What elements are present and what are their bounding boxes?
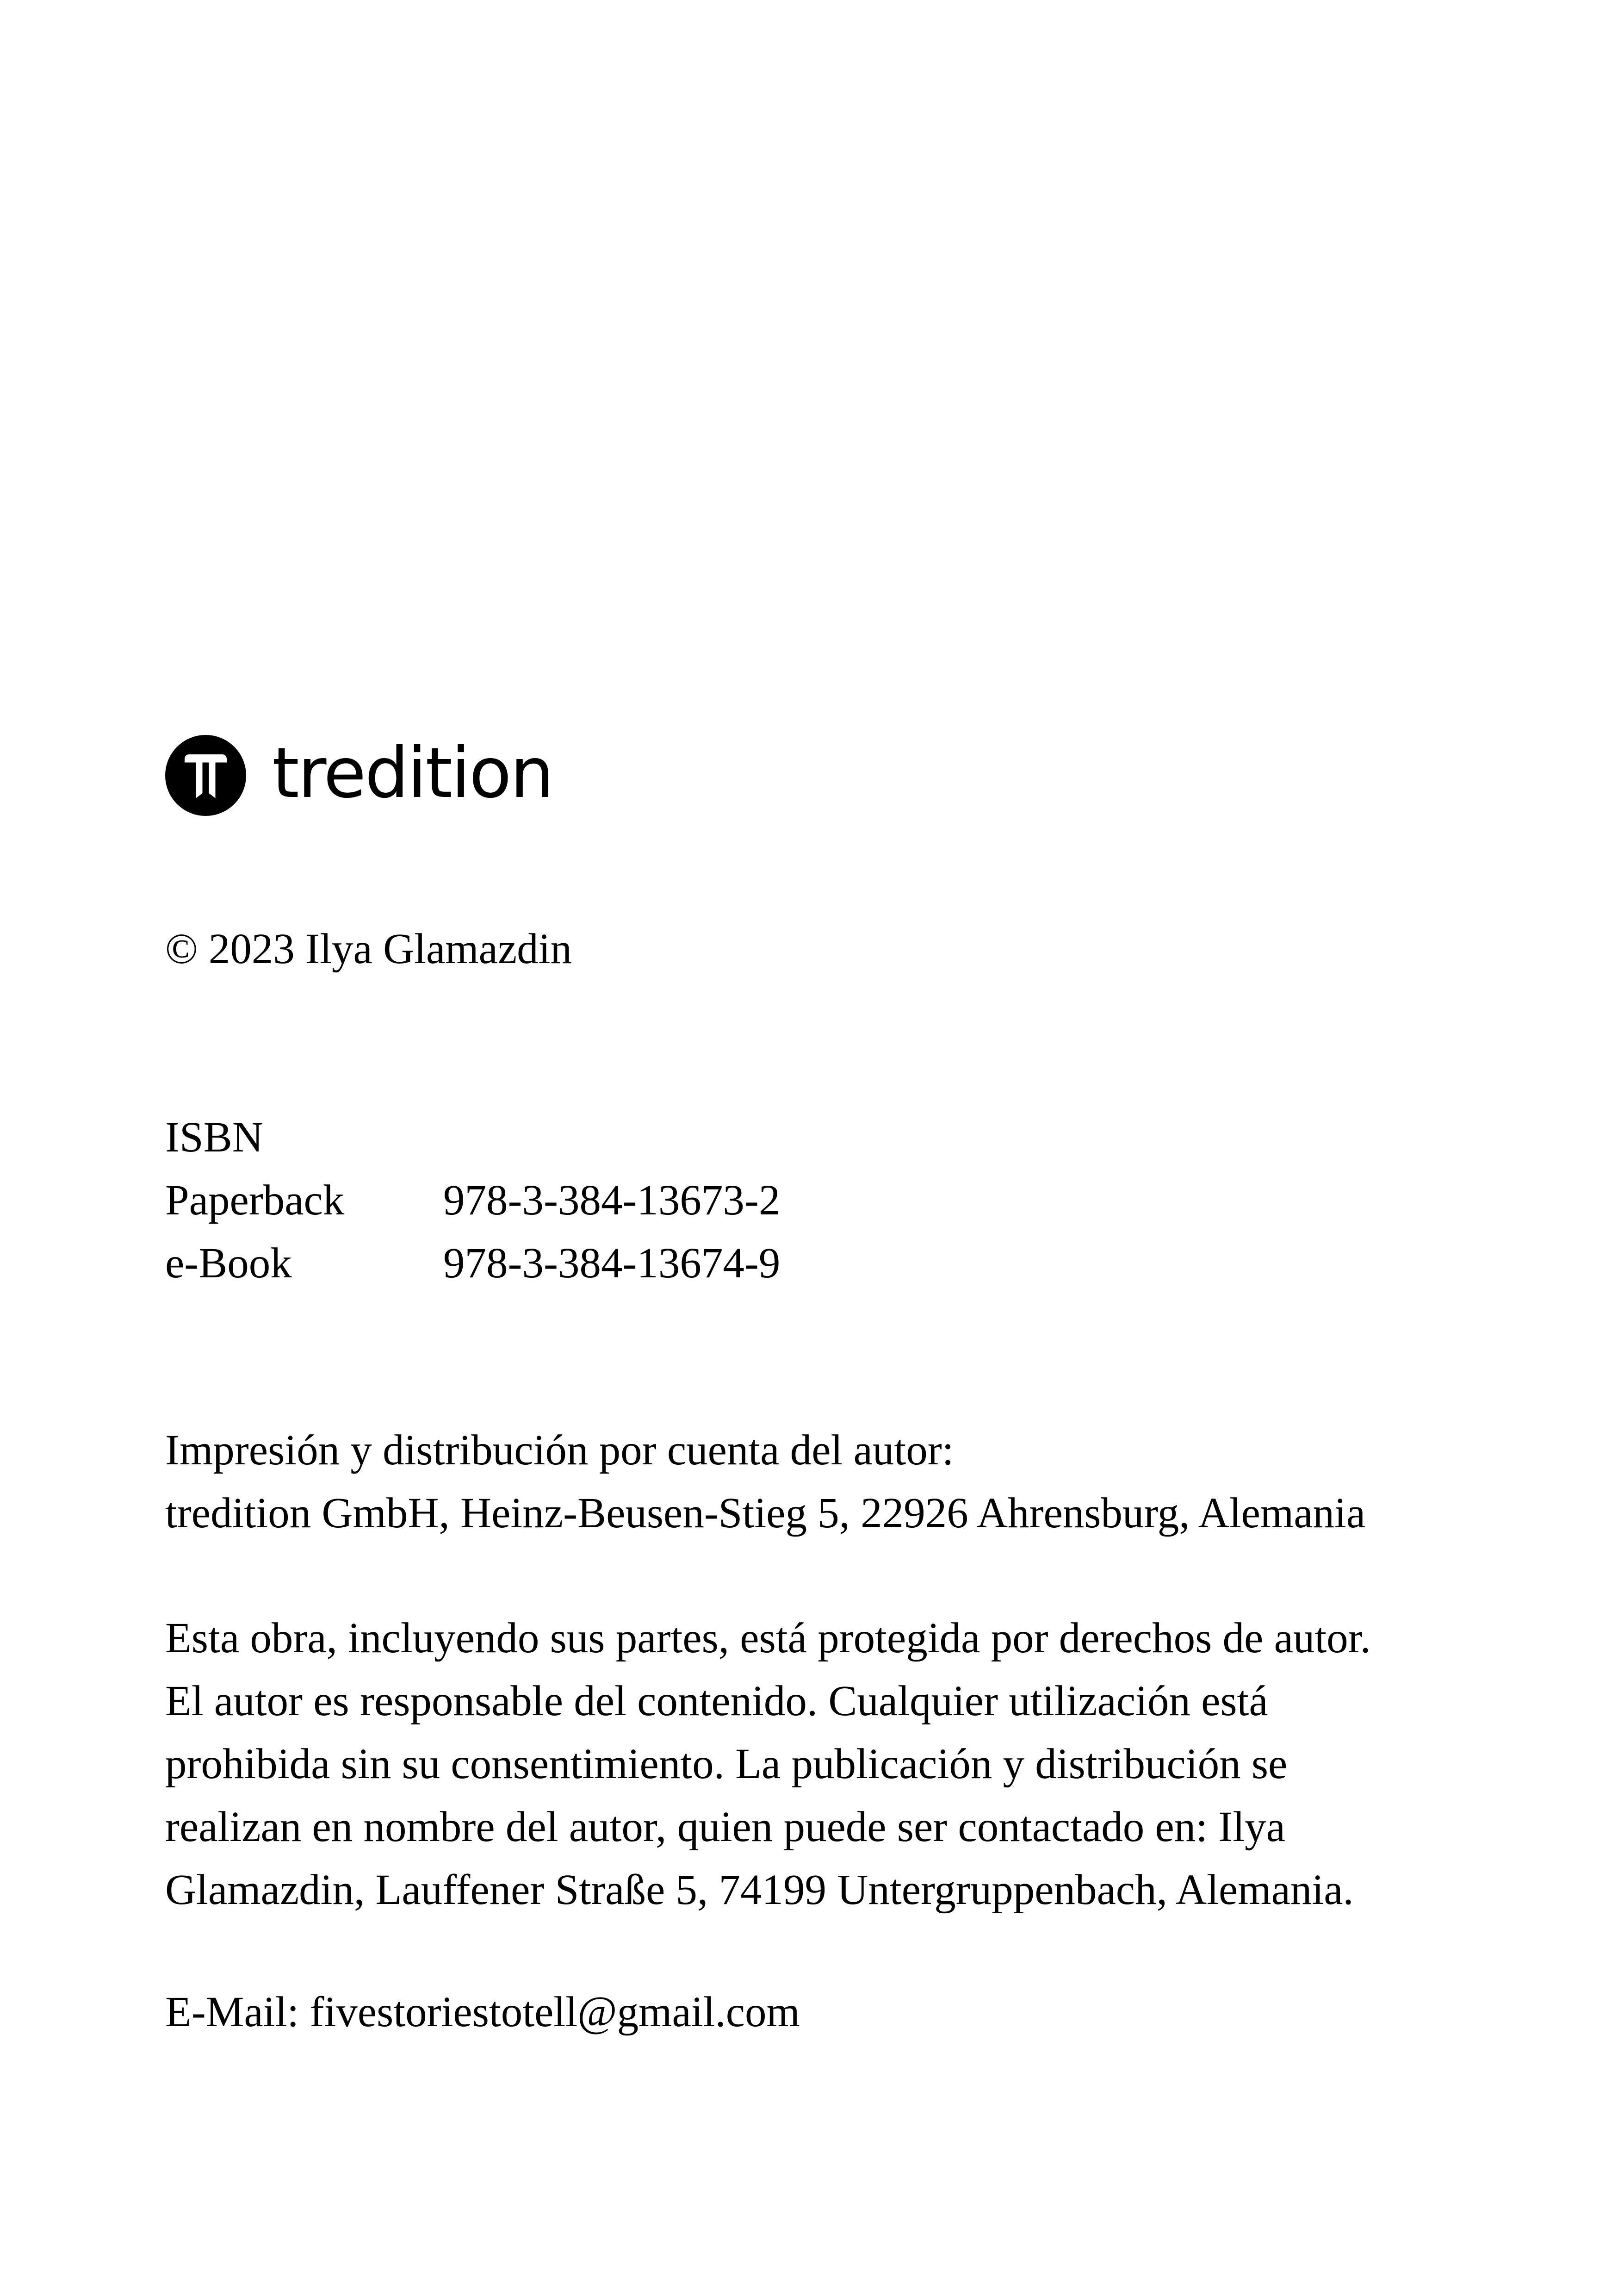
rights-line: Glamazdin, Lauffener Straße 5, 74199 Untergruppenbach, Alemania. bbox=[165, 1866, 1354, 1914]
isbn-label: Paperback bbox=[165, 1176, 345, 1224]
publisher-wordmark: tredition bbox=[272, 733, 553, 814]
isbn-block bbox=[165, 1106, 780, 1295]
imprint-line: Impresión y distribución por cuenta del autor: bbox=[165, 1426, 954, 1474]
imprint-line: tredition GmbH, Heinz-Beusen-Stieg 5, 22926 Ahrensburg, Alemania bbox=[165, 1489, 1366, 1537]
publisher-logo bbox=[165, 734, 553, 817]
rights-line: prohibida sin su consentimiento. La publicación y distribución se bbox=[165, 1740, 1288, 1788]
contact-email: E-Mail: fivestoriestotell@gmail.com bbox=[165, 1988, 800, 2036]
rights-line: Esta obra, incluyendo sus partes, está protegida por derechos de autor. bbox=[165, 1614, 1371, 1662]
isbn-row bbox=[165, 1169, 780, 1232]
isbn-value: 978-3-384-13673-2 bbox=[443, 1176, 781, 1224]
rights-paragraph bbox=[165, 1607, 1371, 1922]
isbn-value: 978-3-384-13674-9 bbox=[443, 1239, 781, 1287]
tredition-logo-icon bbox=[165, 735, 246, 816]
isbn-row bbox=[165, 1232, 780, 1295]
rights-line: realizan en nombre del autor, quien puede ser contactado en: Ilya bbox=[165, 1803, 1285, 1851]
rights-line: El autor es responsable del contenido. Cualquier utilización está bbox=[165, 1677, 1268, 1725]
imprint-paragraph bbox=[165, 1419, 1365, 1545]
isbn-heading: ISBN bbox=[165, 1114, 263, 1161]
isbn-label: e-Book bbox=[165, 1239, 292, 1287]
copyright-line: © 2023 Ilya Glamazdin bbox=[165, 925, 572, 973]
